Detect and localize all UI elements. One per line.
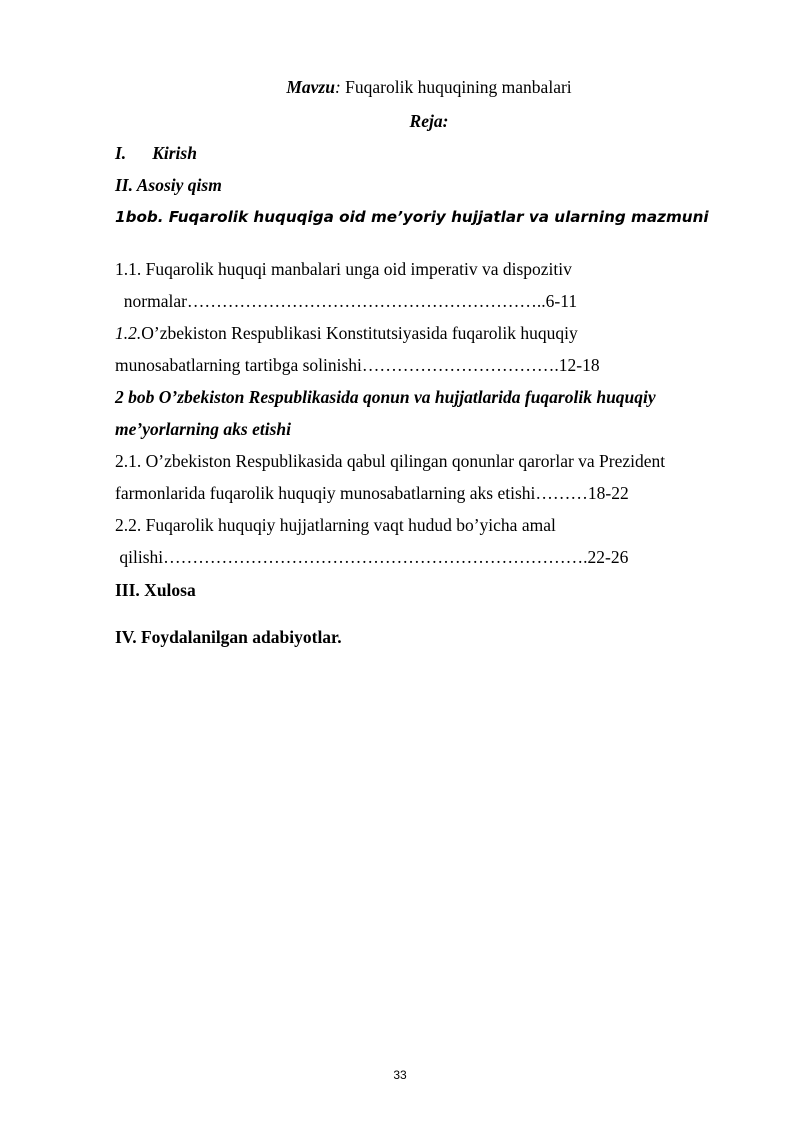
topic-label: Mavzu bbox=[286, 77, 335, 97]
page-number: 33 bbox=[393, 1068, 407, 1082]
topic-text: Fuqarolik huquqining manbalari bbox=[340, 77, 572, 97]
item-1-1-line-1: 1.1. Fuqarolik huquqi manbalari unga oid imperativ va dispozitiv bbox=[115, 259, 572, 279]
intro-label: Kirish bbox=[152, 143, 197, 163]
item-1-1-line-2: normalar……………………………………………………..6-11 bbox=[115, 291, 578, 311]
outline-references: IV. Foydalanilgan adabiyotlar. bbox=[115, 627, 342, 647]
outline-conclusion: III. Xulosa bbox=[115, 580, 196, 600]
plan-heading: Reja: bbox=[409, 111, 449, 131]
intro-number: I. bbox=[115, 143, 127, 163]
item-1-2-line-2: munosabatlarning tartibga solinishi…………………………….12-18 bbox=[115, 355, 600, 375]
chapter-2-title-line-2: me’yorlarning aks etishi bbox=[115, 419, 291, 439]
chapter-2-title-line-1: 2 bob O’zbekiston Respublikasida qonun va hujjatlarida fuqarolik huquqiy bbox=[115, 387, 656, 407]
item-2-2-line-2: qilishi……………………………………………………………….22-26 bbox=[115, 547, 629, 567]
topic-line bbox=[0, 75, 800, 99]
outline-main-part: II. Asosiy qism bbox=[115, 175, 222, 195]
item-2-1-line-1: 2.1. O’zbekiston Respublikasida qabul qilingan qonunlar qarorlar va Prezident bbox=[115, 451, 666, 471]
item-1-2-number: 1.2. bbox=[115, 323, 142, 343]
item-2-2-line-1: 2.2. Fuqarolik huquqiy hujjatlarning vaqt hudud bo’yicha amal bbox=[115, 515, 556, 535]
item-1-2-line-1 bbox=[115, 321, 578, 345]
item-2-1-line-2: farmonlarida fuqarolik huquqiy munosabatlarning aks etishi………18-22 bbox=[115, 483, 629, 503]
topic-colon: : bbox=[334, 77, 341, 97]
chapter-1-title: 1bob. Fuqarolik huquqiga oid me’yoriy hujjatlar va ularning mazmuni bbox=[115, 208, 709, 226]
outline-intro bbox=[115, 141, 197, 165]
item-1-2-text: O’zbekiston Respublikasi Konstitutsiyasida fuqarolik huquqiy bbox=[141, 323, 578, 343]
